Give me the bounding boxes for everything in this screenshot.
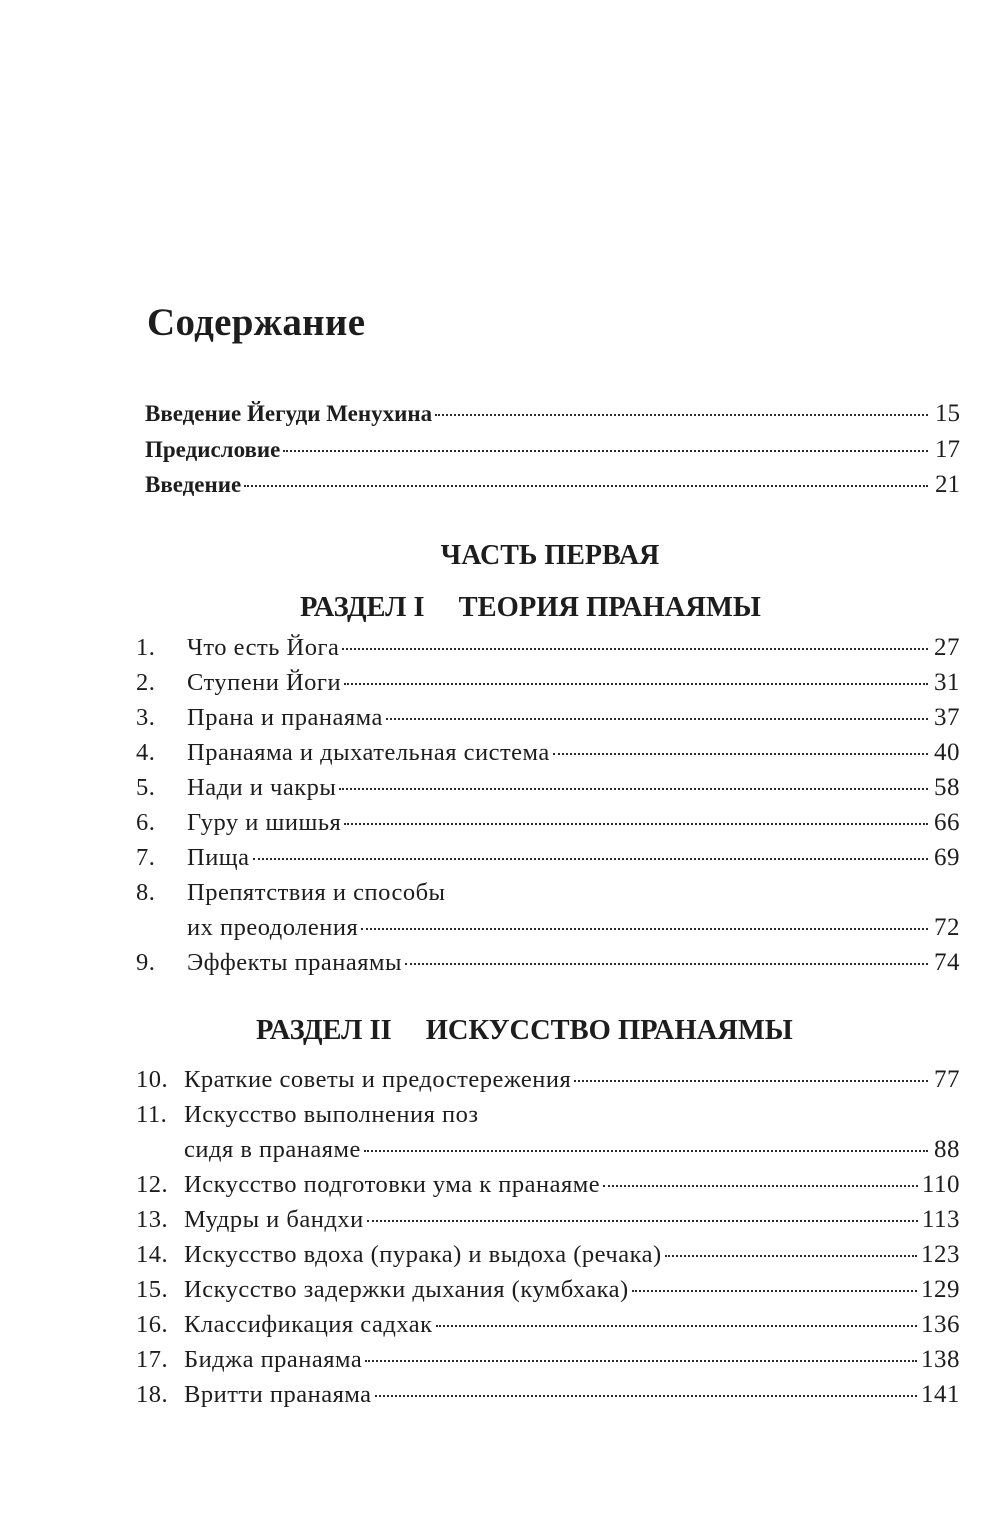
toc-entry-number: 7. [136,844,156,871]
toc-entry-label: Биджа пранаяма [184,1346,363,1373]
toc-entry-17[interactable] [136,1346,960,1381]
toc-entry-label: Классификация садхак [184,1311,433,1338]
toc-entry-number: 10. [136,1066,169,1093]
section-numeral: РАЗДЕЛ I [300,592,425,623]
toc-entry-5[interactable] [136,774,960,809]
toc-entry-page: 74 [934,949,960,976]
leader-dots [436,1325,917,1327]
section-2-list [136,1066,960,1416]
toc-entry-12[interactable] [136,1171,960,1206]
toc-entry-label: Введение [145,472,242,497]
toc-entry-page: 21 [935,471,960,498]
leader-dots [665,1255,917,1257]
toc-entry-number: 6. [136,809,156,836]
toc-entry-page: 27 [934,634,960,661]
toc-entry-8-second-line[interactable] [136,914,960,949]
toc-entry-front-1[interactable] [145,400,960,436]
leader-dots [632,1290,917,1292]
toc-entry-number: 3. [136,704,156,731]
toc-entry-label: Гуру и шишья [187,809,342,836]
leader-dots [339,788,928,790]
toc-entry-number: 8. [136,879,156,906]
toc-entry-4[interactable] [136,739,960,774]
toc-entry-16[interactable] [136,1311,960,1346]
toc-entry-number: 1. [136,634,156,661]
toc-entry-1[interactable] [136,634,960,669]
toc-entry-page: 69 [934,844,960,871]
section-title: ТЕОРИЯ ПРАНАЯМЫ [458,592,761,623]
toc-entry-10[interactable] [136,1066,960,1101]
toc-entry-label: Краткие советы и предостережения [184,1066,572,1093]
toc-entry-number: 2. [136,669,156,696]
toc-entry-page: 31 [934,669,960,696]
section-title: ИСКУССТВО ПРАНАЯМЫ [425,1015,793,1046]
toc-entry-label: Прана и пранаяма [187,704,383,731]
leader-dots [342,648,928,650]
toc-entry-number: 11. [136,1101,168,1128]
leader-dots [405,963,928,965]
toc-entry-page: 110 [921,1171,960,1198]
toc-entry-number: 14. [136,1241,169,1268]
toc-entry-label: Искусство задержки дыхания (кумбхака) [184,1276,629,1303]
toc-entry-number: 12. [136,1171,169,1198]
toc-entry-number: 4. [136,739,156,766]
page-title: Содержание [147,301,366,344]
leader-dots [344,823,928,825]
toc-entry-6[interactable] [136,809,960,844]
section-numeral: РАЗДЕЛ II [256,1015,392,1046]
toc-entry-front-2[interactable] [145,436,960,472]
toc-entry-page: 136 [921,1311,960,1338]
section-heading-1 [300,592,761,624]
toc-entry-page: 37 [934,704,960,731]
toc-entry-page: 138 [921,1346,960,1373]
toc-entry-label: Искусство вдоха (пурака) и выдоха (речака) [184,1241,662,1268]
toc-entry-2[interactable] [136,669,960,704]
leader-dots [367,1220,918,1222]
toc-entry-number: 13. [136,1206,169,1233]
toc-entry-number: 5. [136,774,156,801]
leader-dots [603,1185,918,1187]
toc-entry-page: 66 [934,809,960,836]
toc-entry-18[interactable] [136,1381,960,1416]
toc-entry-number: 18. [136,1381,169,1408]
leader-dots [244,485,928,487]
leader-dots [283,450,928,452]
toc-entry-label: Предисловие [145,436,281,462]
leader-dots [375,1395,917,1397]
toc-entry-7[interactable] [136,844,960,879]
toc-entry-14[interactable] [136,1241,960,1276]
leader-dots [253,858,928,860]
leader-dots [386,718,928,720]
toc-entry-number: 17. [136,1346,169,1373]
toc-entry-label: Искусство выполнения поз [184,1101,479,1128]
section-heading-2 [256,1015,793,1047]
leader-dots [344,683,928,685]
toc-entry-page: 141 [921,1381,960,1408]
toc-entry-number: 9. [136,949,156,976]
leader-dots [435,414,928,416]
toc-entry-9[interactable] [136,949,960,984]
toc-entry-page: 15 [935,400,960,427]
toc-entry-label-continued: их преодоления [187,914,359,941]
toc-entry-page: 72 [934,914,960,941]
toc-entry-page: 123 [921,1241,960,1268]
toc-entry-page: 88 [934,1136,960,1163]
toc-entry-page: 58 [934,774,960,801]
toc-entry-11-second-line[interactable] [136,1136,960,1171]
toc-entry-15[interactable] [136,1276,960,1311]
section-1-list [136,634,960,984]
toc-entry-label: Вритти пранаяма [184,1381,372,1408]
toc-entry-13[interactable] [136,1206,960,1241]
toc-entry-label: Препятствия и способы [187,879,446,906]
toc-entry-label: Ступени Йоги [187,669,342,696]
toc-entry-label: Пранаяма и дыхательная система [187,739,550,766]
toc-entry-8-first-line[interactable] [136,879,960,914]
toc-entry-page: 129 [921,1276,960,1303]
leader-dots [553,753,928,755]
toc-entry-label: Нади и чакры [187,774,337,801]
toc-entry-number: 15. [136,1276,169,1303]
toc-entry-label: Эффекты пранаямы [187,949,402,976]
toc-entry-page: 40 [934,739,960,766]
toc-entry-label: Введение Йегуди Менухина [145,401,433,426]
toc-entry-page: 17 [935,435,960,463]
toc-entry-front-3[interactable] [145,471,960,507]
front-matter-list [145,400,960,507]
leader-dots [365,1360,917,1362]
toc-entry-label: Пища [187,844,250,871]
toc-entry-label: Мудры и бандхи [184,1206,364,1233]
leader-dots [361,928,928,930]
toc-entry-11-first-line[interactable] [136,1101,960,1136]
part-heading: ЧАСТЬ ПЕРВАЯ [440,540,660,571]
toc-entry-label: Что есть Йога [187,634,340,661]
toc-entry-page: 113 [921,1206,960,1233]
leader-dots [574,1080,928,1082]
leader-dots [364,1150,928,1152]
toc-entry-label-continued: сидя в пранаяме [184,1136,361,1163]
toc-entry-number: 16. [136,1311,169,1338]
toc-entry-label: Искусство подготовки ума к пранаяме [184,1171,601,1198]
toc-entry-3[interactable] [136,704,960,739]
toc-entry-page: 77 [934,1066,960,1093]
